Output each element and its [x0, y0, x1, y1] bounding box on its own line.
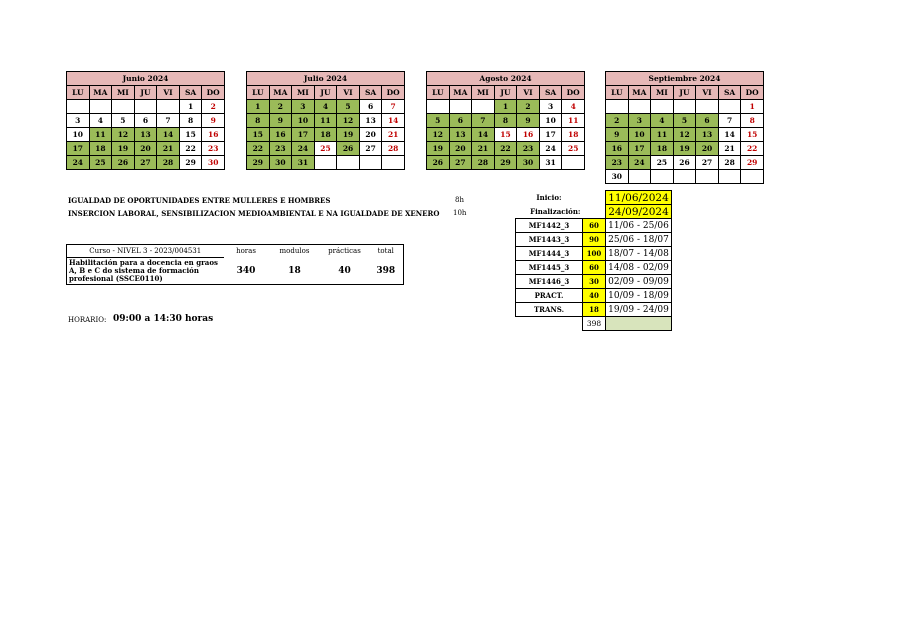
weekday-header: DO	[562, 86, 585, 100]
calendar-august	[426, 71, 585, 170]
calendar-day: 28	[718, 156, 741, 170]
calendar-week-row	[67, 100, 225, 114]
calendar-day	[562, 156, 585, 170]
calendar-day: 23	[517, 142, 540, 156]
weekday-header: LU	[427, 86, 450, 100]
weekday-header: MA	[628, 86, 651, 100]
calendar-day: 20	[359, 128, 382, 142]
calendar-day	[718, 170, 741, 184]
calendar-day: 7	[718, 114, 741, 128]
weekday-header: JU	[134, 86, 157, 100]
calendar-day: 7	[382, 100, 405, 114]
extra-module-labor-label: INSERCION LABORAL, SENSIBILIZACION MEDIOAMBIENTAL E NA IGUALDADE DE XENERO	[68, 209, 440, 218]
calendar-day: 9	[606, 128, 629, 142]
schedule-total-row	[516, 317, 672, 331]
summary-body-row	[67, 258, 404, 285]
calendar-day: 3	[628, 114, 651, 128]
calendar-day: 12	[112, 128, 135, 142]
calendar-day: 10	[67, 128, 90, 142]
calendar-week-row	[67, 156, 225, 170]
weekday-header: LU	[606, 86, 629, 100]
schedule-module-row	[516, 261, 672, 275]
calendar-day: 5	[673, 114, 696, 128]
calendar-day: 20	[696, 142, 719, 156]
calendar-day: 4	[562, 100, 585, 114]
schedule-module-range: 14/08 - 02/09	[606, 261, 672, 275]
calendar-day: 17	[67, 142, 90, 156]
calendar-day	[606, 100, 629, 114]
calendar-day: 9	[202, 114, 225, 128]
calendar-day: 14	[157, 128, 180, 142]
calendar-day	[427, 100, 450, 114]
calendar-day: 13	[134, 128, 157, 142]
calendar-day: 8	[247, 114, 270, 128]
calendar-day: 10	[628, 128, 651, 142]
calendar-day	[651, 170, 674, 184]
weekday-header: MA	[269, 86, 292, 100]
calendar-title: Septiembre 2024	[606, 72, 764, 86]
weekday-header: MA	[89, 86, 112, 100]
calendar-day: 6	[449, 114, 472, 128]
schedule-module-row	[516, 289, 672, 303]
calendar-day: 2	[606, 114, 629, 128]
weekday-header: MI	[651, 86, 674, 100]
calendar-week-row	[247, 100, 405, 114]
calendar-day: 25	[314, 142, 337, 156]
schedule-total: 398	[583, 317, 606, 331]
calendar-day: 8	[494, 114, 517, 128]
calendar-day: 3	[292, 100, 315, 114]
calendar-day: 3	[539, 100, 562, 114]
calendar-day: 21	[157, 142, 180, 156]
calendar-day	[89, 100, 112, 114]
calendar-day: 31	[539, 156, 562, 170]
weekday-header: JU	[673, 86, 696, 100]
schedule-module-row	[516, 303, 672, 317]
schedule-module-range: 18/07 - 14/08	[606, 247, 672, 261]
calendar-day: 22	[247, 142, 270, 156]
calendar-september	[605, 71, 764, 184]
calendar-day: 12	[673, 128, 696, 142]
summary-header-row	[67, 245, 404, 258]
weekday-header: DO	[382, 86, 405, 100]
schedule-module-name: MF1442_3	[516, 219, 583, 233]
calendar-day	[359, 156, 382, 170]
schedule-module-row	[516, 247, 672, 261]
weekday-header: JU	[314, 86, 337, 100]
calendar-day	[628, 170, 651, 184]
calendar-day: 16	[202, 128, 225, 142]
weekday-header: SA	[539, 86, 562, 100]
calendar-day: 21	[472, 142, 495, 156]
calendar-day: 20	[449, 142, 472, 156]
schedule-module-range: 25/06 - 18/07	[606, 233, 672, 247]
calendar-day: 26	[673, 156, 696, 170]
summary-total-header: total	[369, 245, 404, 258]
calendar-day: 18	[89, 142, 112, 156]
weekday-header: MI	[292, 86, 315, 100]
calendar-day: 27	[696, 156, 719, 170]
calendar-day	[673, 100, 696, 114]
calendar-day: 16	[606, 142, 629, 156]
extra-module-equality-label: IGUALDAD DE OPORTUNIDADES ENTRE MULLERES E HOMBRES	[68, 196, 331, 205]
schedule-module-hours: 40	[583, 289, 606, 303]
calendar-day: 5	[427, 114, 450, 128]
calendar-day: 27	[449, 156, 472, 170]
calendar-day: 17	[292, 128, 315, 142]
summary-horas-header: horas	[224, 245, 269, 258]
schedule-module-hours: 60	[583, 261, 606, 275]
calendar-day: 29	[247, 156, 270, 170]
weekday-header: SA	[359, 86, 382, 100]
schedule-module-range: 02/09 - 09/09	[606, 275, 672, 289]
calendar-day: 10	[539, 114, 562, 128]
calendar-week-row	[606, 128, 764, 142]
module-schedule-table	[515, 190, 672, 331]
calendar-day: 11	[562, 114, 585, 128]
calendar-day	[718, 100, 741, 114]
calendar-day: 2	[269, 100, 292, 114]
calendar-day	[157, 100, 180, 114]
weekday-header: JU	[494, 86, 517, 100]
calendar-day: 10	[292, 114, 315, 128]
calendar-week-row	[247, 114, 405, 128]
end-date: 24/09/2024	[606, 205, 672, 219]
horario-value: 09:00 a 14:30 horas	[113, 314, 214, 324]
schedule-module-name: MF1445_3	[516, 261, 583, 275]
course-summary-table	[66, 244, 404, 285]
calendar-day: 15	[179, 128, 202, 142]
calendar-week-row	[427, 156, 585, 170]
calendar-day: 18	[651, 142, 674, 156]
calendar-day: 19	[112, 142, 135, 156]
schedule-module-hours: 30	[583, 275, 606, 289]
calendar-day: 24	[539, 142, 562, 156]
weekday-header: LU	[247, 86, 270, 100]
summary-total-value: 398	[369, 258, 404, 285]
calendar-day	[651, 100, 674, 114]
calendar-day: 5	[337, 100, 360, 114]
calendar-day: 23	[202, 142, 225, 156]
calendar-day: 30	[517, 156, 540, 170]
weekday-header: MI	[472, 86, 495, 100]
schedule-module-name: TRANS.	[516, 303, 583, 317]
calendar-week-row	[427, 128, 585, 142]
schedule-module-row	[516, 275, 672, 289]
calendar-day: 2	[517, 100, 540, 114]
calendar-day: 21	[382, 128, 405, 142]
calendar-week-row	[247, 156, 405, 170]
weekday-header: SA	[179, 86, 202, 100]
extra-module-labor-hours: 10h	[453, 209, 467, 217]
schedule-module-range: 11/06 - 25/06	[606, 219, 672, 233]
schedule-module-hours: 100	[583, 247, 606, 261]
calendar-day: 29	[494, 156, 517, 170]
calendar-day: 30	[606, 170, 629, 184]
weekday-header: VI	[517, 86, 540, 100]
calendar-day: 13	[359, 114, 382, 128]
calendar-june	[66, 71, 225, 170]
calendar-day: 15	[741, 128, 764, 142]
calendar-day: 26	[112, 156, 135, 170]
schedule-module-hours: 90	[583, 233, 606, 247]
weekday-header: MI	[112, 86, 135, 100]
calendar-title: Julio 2024	[247, 72, 405, 86]
calendar-day: 19	[673, 142, 696, 156]
schedule-module-row	[516, 233, 672, 247]
summary-course-header: Curso - NIVEL 3 - 2023/004531	[67, 245, 224, 258]
calendar-day: 4	[314, 100, 337, 114]
calendar-day: 1	[247, 100, 270, 114]
calendar-day	[314, 156, 337, 170]
calendar-day: 18	[314, 128, 337, 142]
calendar-day: 12	[427, 128, 450, 142]
calendar-day: 11	[89, 128, 112, 142]
calendar-day: 20	[134, 142, 157, 156]
calendar-day: 29	[179, 156, 202, 170]
calendar-day: 21	[718, 142, 741, 156]
calendar-day: 26	[337, 142, 360, 156]
calendar-day: 16	[269, 128, 292, 142]
calendar-day: 16	[517, 128, 540, 142]
calendar-day: 23	[606, 156, 629, 170]
calendar-day	[134, 100, 157, 114]
calendar-day	[472, 100, 495, 114]
calendar-week-row	[606, 142, 764, 156]
extra-module-equality-hours: 8h	[455, 196, 464, 204]
calendar-day: 2	[202, 100, 225, 114]
calendar-week-row	[67, 128, 225, 142]
calendar-week-row	[427, 114, 585, 128]
calendar-day: 5	[112, 114, 135, 128]
calendar-day: 25	[562, 142, 585, 156]
weekday-header: DO	[741, 86, 764, 100]
calendar-day: 28	[472, 156, 495, 170]
calendar-day	[449, 100, 472, 114]
calendar-day: 14	[472, 128, 495, 142]
calendar-day: 1	[179, 100, 202, 114]
schedule-module-name: MF1444_3	[516, 247, 583, 261]
calendar-day	[696, 170, 719, 184]
calendar-day: 25	[89, 156, 112, 170]
calendar-day: 19	[337, 128, 360, 142]
calendar-day: 24	[628, 156, 651, 170]
calendar-day: 30	[202, 156, 225, 170]
summary-practicas-value: 40	[321, 258, 369, 285]
summary-modulos-value: 18	[269, 258, 321, 285]
calendar-day: 17	[539, 128, 562, 142]
calendar-day: 13	[449, 128, 472, 142]
calendar-day	[673, 170, 696, 184]
calendar-day: 31	[292, 156, 315, 170]
schedule-module-hours: 60	[583, 219, 606, 233]
calendar-day	[696, 100, 719, 114]
calendar-day: 17	[628, 142, 651, 156]
calendar-day: 25	[651, 156, 674, 170]
calendar-day: 7	[157, 114, 180, 128]
calendar-week-row	[427, 100, 585, 114]
schedule-end-row	[516, 205, 672, 219]
calendar-week-row	[247, 128, 405, 142]
calendar-day: 22	[494, 142, 517, 156]
calendar-day: 6	[134, 114, 157, 128]
calendar-day: 19	[427, 142, 450, 156]
calendar-day: 7	[472, 114, 495, 128]
weekday-header: VI	[157, 86, 180, 100]
schedule-module-hours: 18	[583, 303, 606, 317]
calendar-day: 29	[741, 156, 764, 170]
calendar-day: 22	[741, 142, 764, 156]
calendar-day	[112, 100, 135, 114]
calendar-day: 14	[382, 114, 405, 128]
calendar-day: 4	[651, 114, 674, 128]
schedule-module-name: MF1443_3	[516, 233, 583, 247]
weekday-header: VI	[696, 86, 719, 100]
calendar-day: 24	[292, 142, 315, 156]
calendar-day: 8	[741, 114, 764, 128]
calendar-title: Junio 2024	[67, 72, 225, 86]
calendar-day: 30	[269, 156, 292, 170]
calendar-week-row	[606, 100, 764, 114]
calendar-day: 18	[562, 128, 585, 142]
calendar-week-row	[427, 142, 585, 156]
calendar-day: 4	[89, 114, 112, 128]
horario-label: HORARIO:	[68, 316, 107, 324]
calendar-day: 22	[179, 142, 202, 156]
summary-modulos-header: modulos	[269, 245, 321, 258]
calendar-day	[67, 100, 90, 114]
calendar-day: 1	[494, 100, 517, 114]
calendar-day	[741, 170, 764, 184]
weekday-header: MA	[449, 86, 472, 100]
calendar-july	[246, 71, 405, 170]
start-label: Inicio:	[536, 193, 562, 202]
calendar-week-row	[67, 114, 225, 128]
calendar-day: 11	[314, 114, 337, 128]
calendar-day: 28	[382, 142, 405, 156]
calendar-day: 6	[696, 114, 719, 128]
schedule-module-range: 10/09 - 18/09	[606, 289, 672, 303]
schedule-module-name: MF1446_3	[516, 275, 583, 289]
calendar-day: 24	[67, 156, 90, 170]
schedule-total-empty	[606, 317, 672, 331]
calendar-day: 8	[179, 114, 202, 128]
summary-course-name: Habilitación para a docencia en graos A, B e C do sistema de formación profesional (SSCE0110)	[67, 258, 224, 285]
calendar-day: 11	[651, 128, 674, 142]
calendar-day: 1	[741, 100, 764, 114]
calendar-day: 23	[269, 142, 292, 156]
calendar-title: Agosto 2024	[427, 72, 585, 86]
calendar-day: 3	[67, 114, 90, 128]
schedule-module-range: 19/09 - 24/09	[606, 303, 672, 317]
calendar-day: 6	[359, 100, 382, 114]
calendar-day: 15	[494, 128, 517, 142]
weekday-header: DO	[202, 86, 225, 100]
calendar-week-row	[606, 114, 764, 128]
summary-horas-value: 340	[224, 258, 269, 285]
calendar-day: 13	[696, 128, 719, 142]
calendar-day: 9	[269, 114, 292, 128]
end-label: Finalización:	[530, 206, 581, 216]
calendar-day: 26	[427, 156, 450, 170]
calendar-day: 14	[718, 128, 741, 142]
calendar-day: 28	[157, 156, 180, 170]
schedule-module-name: PRACT.	[516, 289, 583, 303]
start-date: 11/06/2024	[606, 191, 672, 205]
calendar-week-row	[606, 156, 764, 170]
calendar-day: 27	[359, 142, 382, 156]
schedule-module-row	[516, 219, 672, 233]
weekday-header: LU	[67, 86, 90, 100]
weekday-header: VI	[337, 86, 360, 100]
calendar-week-row	[67, 142, 225, 156]
calendar-day: 12	[337, 114, 360, 128]
calendar-day	[382, 156, 405, 170]
summary-practicas-header: prácticas	[321, 245, 369, 258]
weekday-header: SA	[718, 86, 741, 100]
calendar-day: 27	[134, 156, 157, 170]
calendar-day	[628, 100, 651, 114]
schedule-start-row	[516, 191, 672, 205]
calendar-day	[337, 156, 360, 170]
calendar-day: 15	[247, 128, 270, 142]
calendar-week-row	[606, 170, 764, 184]
calendar-day: 9	[517, 114, 540, 128]
calendar-week-row	[247, 142, 405, 156]
